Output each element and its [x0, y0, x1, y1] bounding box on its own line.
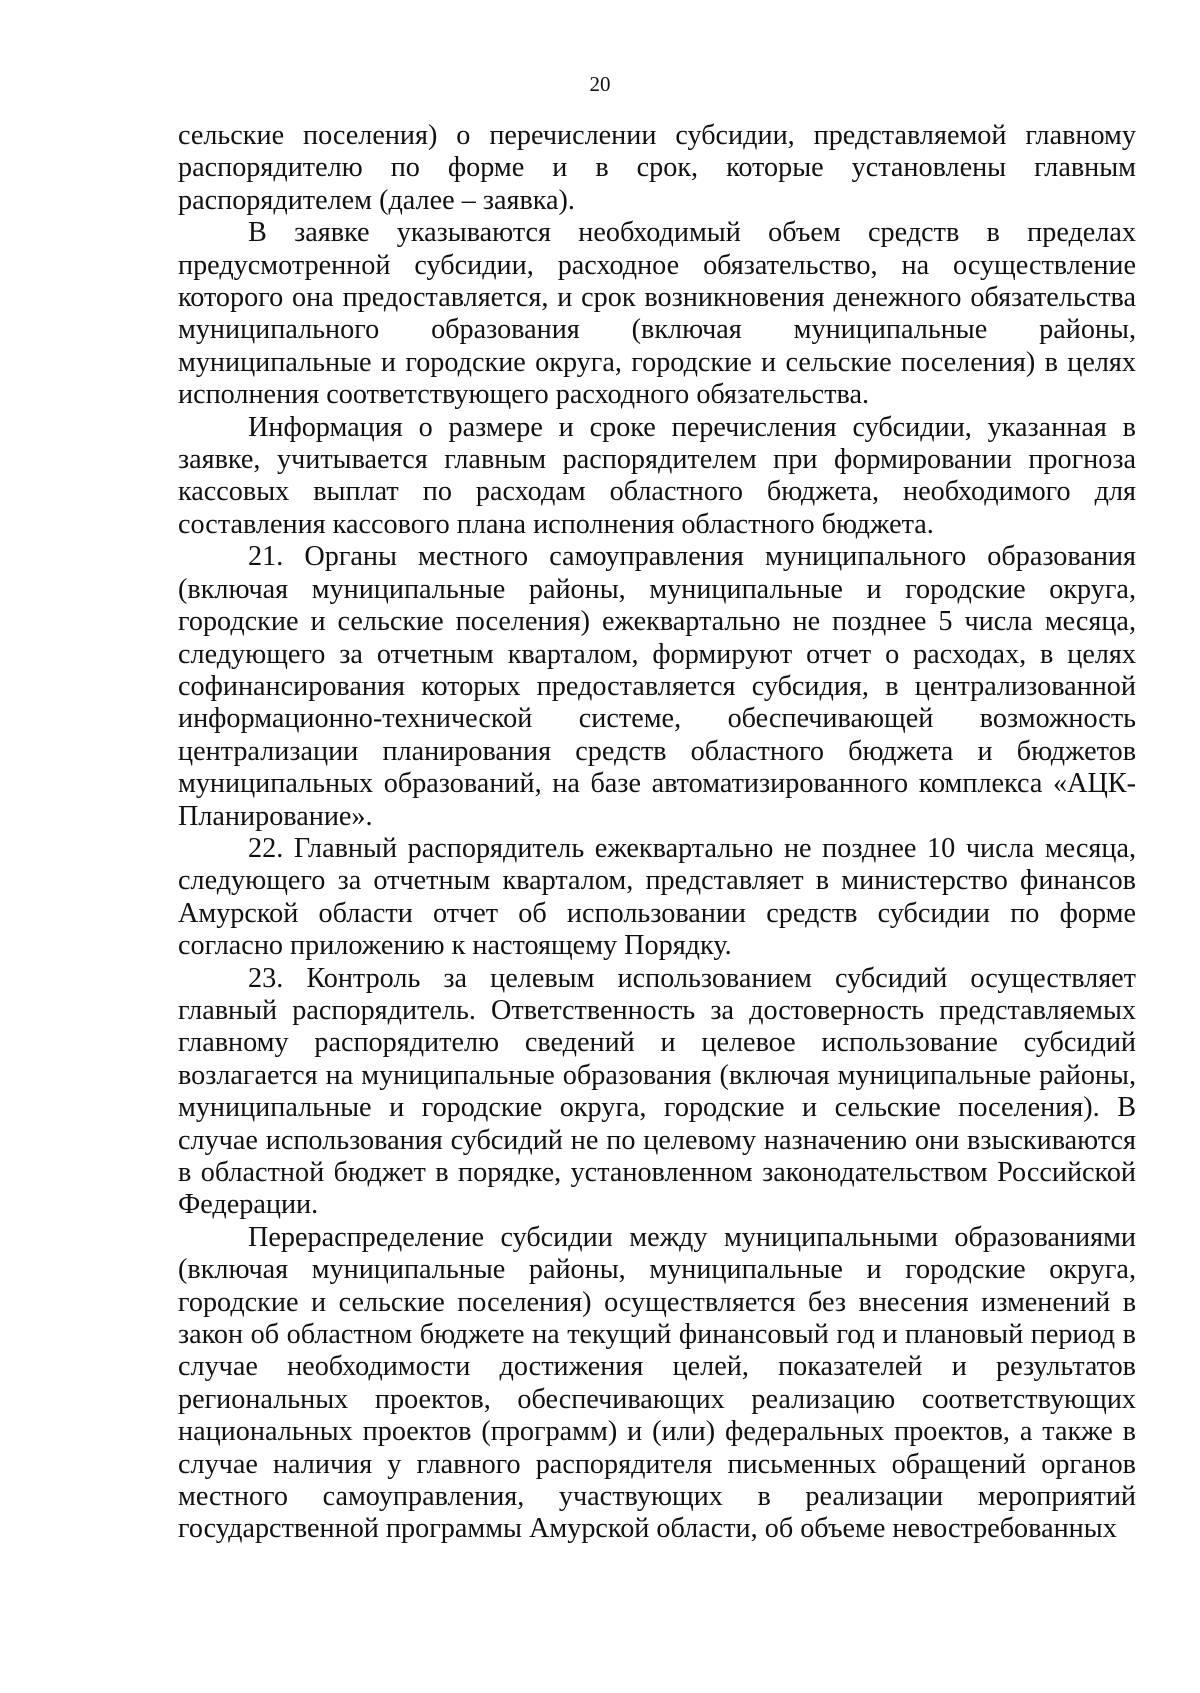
paragraph-4-item-21: 21. Органы местного самоуправления муниципального образования (включая муниципальные районы, муниципальные и городские округа, городские и сельские поселения) ежеквартально не позднее 5 числа месяца, следующего за отчетным кварталом, формируют отчет о расходах, в целях софинансирования которых предоставляется субсидия, в централизованной информационно-технической системе, обеспечивающей возможность централизации планирования средств областного бюджета и бюджетов муниципальных образований, на базе автоматизированного комплекса «АЦК-Планирование».: [178, 541, 1136, 832]
paragraph-1: сельские поселения) о перечислении субсидии, представляемой главному распорядителю по форме и в срок, которые установлены главным распорядителем (далее – заявка).: [178, 120, 1136, 216]
paragraph-3: Информация о размере и сроке перечисления субсидии, указанная в заявке, учитывается главным распорядителем при формировании прогноза кассовых выплат по расходам областного бюджета, необходимого для составления кассового плана исполнения областного бюджета.: [178, 411, 1136, 540]
paragraph-2: В заявке указываются необходимый объем средств в пределах предусмотренной субсидии, расходное обязательство, на осуществление которого она предоставляется, и срок возникновения денежного обязательства муниципального образования (включая муниципальные районы, муниципальные и городские округа, городские и сельские поселения) в целях исполнения соответствующего расходного обязательства.: [178, 217, 1136, 411]
paragraph-7: Перераспределение субсидии между муниципальными образованиями (включая муниципальные районы, муниципальные и городские округа, городские и сельские поселения) осуществляется без внесения изменений в закон об областном бюджете на текущий финансовый год и плановый период в случае необходимости достижения целей, показателей и результатов региональных проектов, обеспечивающих реализацию соответствующих национальных проектов (программ) и (или) федеральных проектов, а также в случае наличия у главного распорядителя письменных обращений органов местного самоуправления, участвующих в реализации мероприятий государственной программы Амурской области, об объеме невостребованных: [178, 1221, 1136, 1545]
paragraph-5-item-22: 22. Главный распорядитель ежеквартально не позднее 10 числа месяца, следующего за отчетным кварталом, представляет в министерство финансов Амурской области отчет об использовании средств субсидии по форме согласно приложению к настоящему Порядку.: [178, 832, 1136, 962]
page-number: 20: [589, 72, 611, 96]
document-body: [178, 120, 1136, 1546]
paragraph-6-item-23: 23. Контроль за целевым использованием субсидий осуществляет главный распорядитель. Ответственность за достоверность представляемых главному распорядителю сведений и целевое использование субсидий возлагается на муниципальные образования (включая муниципальные районы, муниципальные и городские округа, городские и сельские поселения). В случае использования субсидий не по целевому назначению они взыскиваются в областной бюджет в порядке, установленном законодательством Российской Федерации.: [178, 962, 1136, 1221]
